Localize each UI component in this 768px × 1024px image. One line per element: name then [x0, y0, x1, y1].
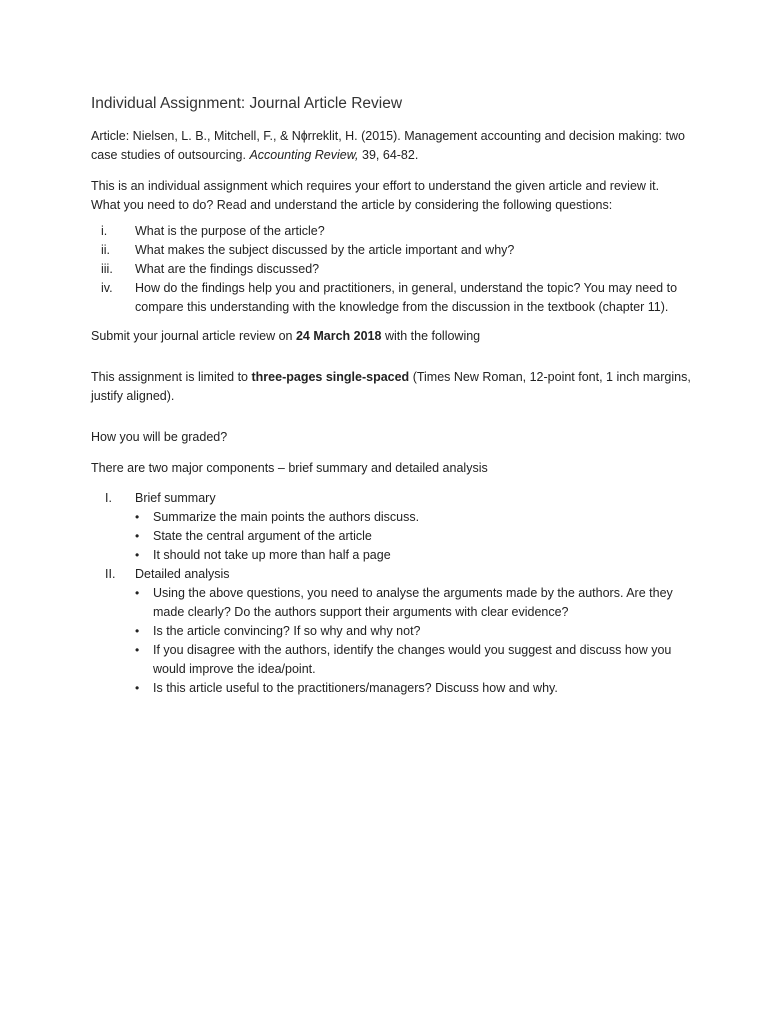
question-text: How do the findings help you and practitioners, in general, understand the topic? You may need to compare this understanding with the knowledge from the discussion in the textbook (chapter 11). [135, 281, 678, 314]
bullet-item [135, 546, 691, 565]
submission-date: 24 March 2018 [295, 329, 382, 343]
bullet-glyph: • [135, 548, 140, 562]
question-item [91, 279, 691, 317]
limit-text: This assignment is limited to [91, 370, 249, 384]
question-item [91, 241, 691, 260]
bullet-glyph: • [135, 681, 140, 695]
question-item [91, 222, 691, 241]
question-text: What is the purpose of the article? [135, 224, 325, 238]
bullet-item [135, 679, 691, 698]
bullet-item [135, 584, 691, 622]
review-questions-list [91, 222, 691, 317]
bullet-text: Is this article useful to the practitioners/managers? Discuss how and why. [153, 681, 558, 695]
component-title: Brief summary [135, 491, 216, 505]
question-text: What are the findings discussed? [135, 262, 320, 276]
component-item [91, 565, 691, 698]
component-bullets [135, 508, 691, 565]
question-marker: ii. [101, 243, 111, 257]
document-body [91, 94, 691, 698]
limit-format: (Times New Roman, 12-point font, 1 inch margins, justify aligned). [91, 370, 691, 403]
bullet-text: Summarize the main points the authors discuss. [153, 510, 420, 524]
bullet-glyph: • [135, 643, 140, 657]
question-marker: iv. [101, 281, 113, 295]
bullet-glyph: • [135, 624, 140, 638]
bullet-glyph: • [135, 586, 140, 600]
submission-text: Submit your journal article review on [91, 329, 293, 343]
question-item [91, 260, 691, 279]
limit-pages: three-pages single-spaced [251, 370, 410, 384]
intro-paragraph: This is an individual assignment which requires your effort to understand the given article and review it. What you need to do? Read and understand the article by considering the following questions: [91, 179, 660, 212]
citation-volume-pages: 39, 64-82. [362, 148, 419, 162]
component-marker: II. [105, 567, 116, 581]
component-bullets [135, 584, 691, 698]
grading-heading: How you will be graded? [91, 430, 228, 444]
submission-line [91, 327, 691, 346]
question-text: What makes the subject discussed by the article important and why? [135, 243, 515, 257]
bullet-text: State the central argument of the article [153, 529, 372, 543]
bullet-item [135, 527, 691, 546]
bullet-item [135, 508, 691, 527]
bullet-text: If you disagree with the authors, identify the changes would you suggest and discuss how you would improve the idea/point. [153, 643, 672, 676]
component-marker: I. [105, 491, 112, 505]
bullet-text: It should not take up more than half a page [153, 548, 391, 562]
bullet-text: Is the article convincing? If so why and why not? [153, 624, 421, 638]
bullet-glyph: • [135, 510, 140, 524]
citation-journal: Accounting Review, [249, 148, 359, 162]
bullet-item [135, 622, 691, 641]
citation-text: Article: Nielsen, L. B., Mitchell, F., & Nɸrreklit, H. (2015). Management accounting and decision making: two case studies of outsourcing. [91, 129, 685, 162]
grading-components-list [91, 489, 691, 698]
component-item [91, 489, 691, 565]
bullet-item [135, 641, 691, 679]
component-title: Detailed analysis [135, 567, 230, 581]
length-limit-paragraph [91, 368, 691, 406]
bullet-glyph: • [135, 529, 140, 543]
article-citation [91, 127, 691, 165]
question-marker: iii. [101, 262, 113, 276]
submission-text-after: with the following [384, 329, 481, 343]
components-intro: There are two major components – brief summary and detailed analysis [91, 461, 488, 475]
document-title: Individual Assignment: Journal Article Review [91, 95, 403, 112]
question-marker: i. [101, 224, 108, 238]
bullet-text: Using the above questions, you need to analyse the arguments made by the authors. Are they made clearly? Do the authors support their arguments with clear evidence? [153, 586, 673, 619]
